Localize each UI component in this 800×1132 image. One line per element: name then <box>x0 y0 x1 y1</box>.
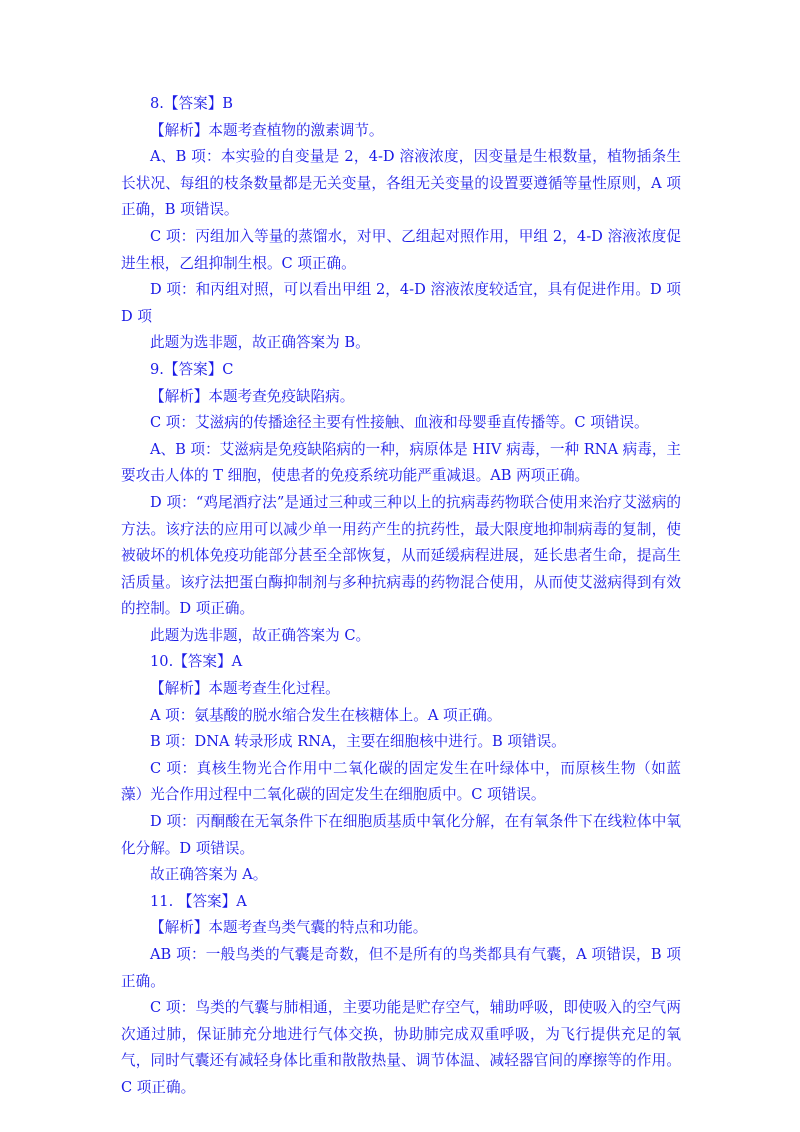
answer-9-heading: 9.【答案】C <box>150 360 234 378</box>
analysis-9-option-d: D 项：“鸡尾酒疗法”是通过三种或三种以上的抗病毒药物联合使用来治疗艾滋病的方法。该疗法的应用可以减少单一用药产生的抗药性，最大限度地抑制病毒的复制，使被破坏的机体免疫功能部分甚至全部恢复，从而延缓病程进展，延长患者生命，提高生活质量。该疗法把蛋白酶抑制剂与多种抗病毒的药物混合使用，从而使艾滋病得到有效的控制。D 项正确。 <box>121 493 681 618</box>
analysis-8-option-c: C 项：丙组加入等量的蒸馏水，对甲、乙组起对照作用，甲组 2，4-D 溶液浓度促进生根，乙组抑制生根。C 项正确。 <box>121 227 681 272</box>
answer-8-conclusion: 此题为选非题，故正确答案为 B。 <box>150 334 370 352</box>
analysis-8-intro: 【解析】本题考查植物的激素调节。 <box>150 121 384 139</box>
analysis-10-intro: 【解析】本题考查生化过程。 <box>150 680 340 698</box>
analysis-10-option-a: A 项：氨基酸的脱水缩合发生在核糖体上。A 项正确。 <box>150 706 502 724</box>
analysis-10-option-d: D 项：丙酮酸在无氧条件下在细胞质基质中氧化分解，在有氧条件下在线粒体中氧化分解。D 项错误。 <box>121 813 681 857</box>
analysis-8-option-ab: A、B 项：本实验的自变量是 2，4-D 溶液浓度，因变量是生根数量，植物插条生长状况、每组的枝条数量都是无关变量，各组无关变量的设置要遵循等量性原则，A 项正确，B 项错误。 <box>121 148 681 219</box>
answer-8-heading: 8.【答案】B <box>150 95 234 112</box>
analysis-10-option-b: B 项：DNA 转录形成 RNA，主要在细胞核中进行。B 项错误。 <box>150 733 566 751</box>
analysis-9-option-ab: A、B 项：艾滋病是免疫缺陷病的一种，病原体是 HIV 病毒，一种 RNA 病毒，主要攻击人体的 T 细胞，使患者的免疫系统功能严重减退。AB 两项正确。 <box>121 440 682 485</box>
answer-11-heading: 11. 【答案】A <box>150 892 247 910</box>
analysis-11-intro: 【解析】本题考查鸟类气囊的特点和功能。 <box>150 919 428 937</box>
analysis-9-option-c: C 项：艾滋病的传播途径主要有性接触、血液和母婴垂直传播等。C 项错误。 <box>150 414 649 432</box>
answer-10-conclusion: 故正确答案为 A。 <box>150 866 268 884</box>
analysis-11-option-ab: AB 项：一般鸟类的气囊是奇数，但不是所有的鸟类都具有气囊，A 项错误，B 项正确。 <box>121 946 681 990</box>
analysis-11-option-c: C 项：鸟类的气囊与肺相通，主要功能是贮存空气，辅助呼吸，即使吸入的空气两次通过肺，保证肺充分地进行气体交换，协助肺完成双重呼吸，为飞行提供充足的氧气，同时气囊还有减轻身体比重和散散热量、调节体温、减轻器官间的摩擦等的作用。C 项正确。 <box>121 999 681 1096</box>
analysis-8-option-d: D 项：和丙组对照，可以看出甲组 2，4-D 溶液浓度较适宜，具有促进作用。D 项D 项 <box>121 281 681 325</box>
answer-explanations <box>121 91 681 1102</box>
analysis-9-intro: 【解析】本题考查免疫缺陷病。 <box>150 387 355 405</box>
answer-9-conclusion: 此题为选非题，故正确答案为 C。 <box>150 626 371 644</box>
answer-10-heading: 10.【答案】A <box>150 653 243 671</box>
analysis-10-option-c: C 项：真核生物光合作用中二氧化碳的固定发生在叶绿体中，而原核生物（如蓝藻）光合作用过程中二氧化碳的固定发生在细胞质中。C 项错误。 <box>121 759 681 804</box>
